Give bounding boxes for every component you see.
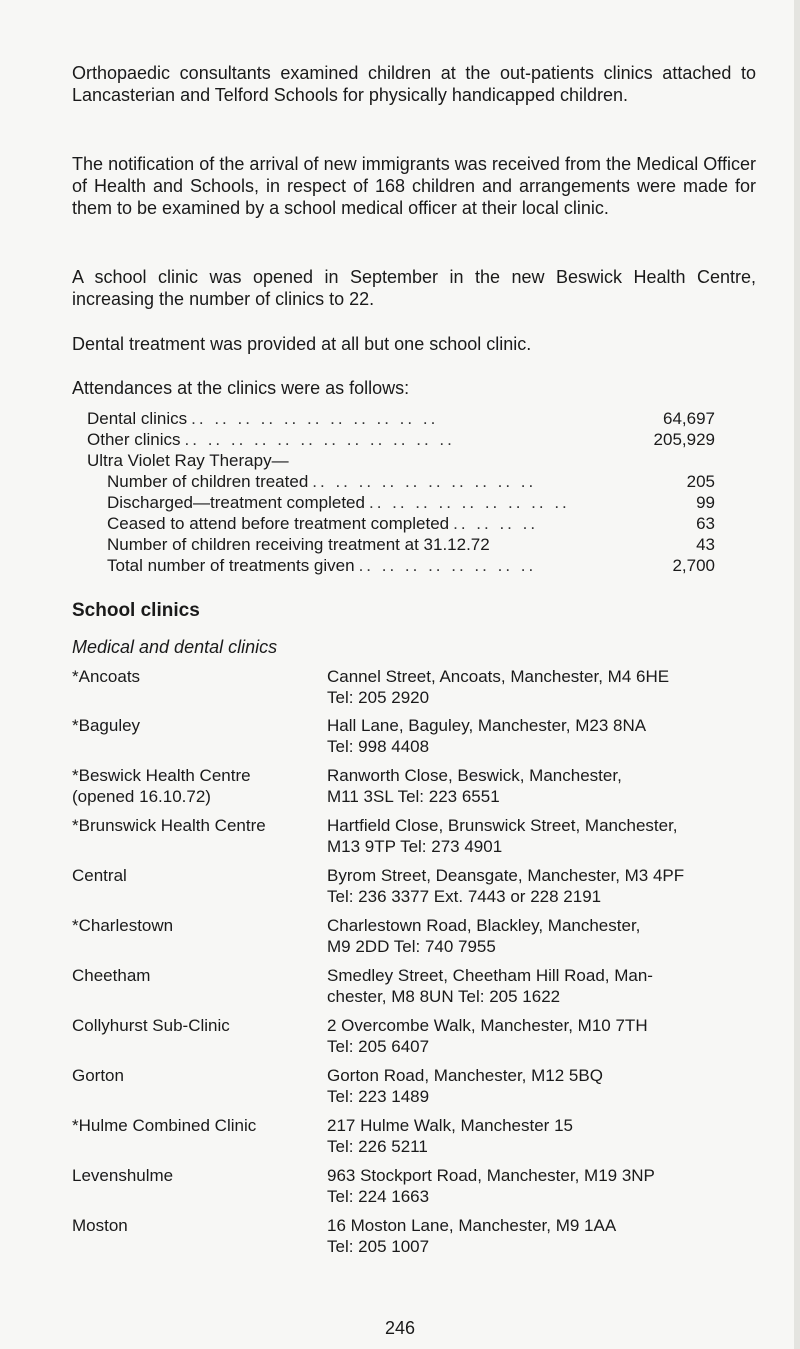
subsection-title: Medical and dental clinics xyxy=(72,637,278,657)
clinic-address: 16 Moston Lane, Manchester, M9 1AA xyxy=(327,1216,617,1235)
clinic-name: Central xyxy=(72,866,127,885)
paragraph-immigrants: The notification of the arrival of new immigrants was received from the Medical Officer of Health and Schools, in respect of 168 children and arrangements were made for them to be examined by a school medical officer at their local clinic. xyxy=(72,154,756,218)
clinic-name: Moston xyxy=(72,1216,128,1235)
clinic-phone: Tel: 205 1007 xyxy=(327,1237,430,1256)
clinic-phone: Tel: 224 1663 xyxy=(327,1187,430,1206)
attendance-row-treated: Number of children treated .. .. .. .. .. .. .. .. .. .. 205 xyxy=(107,472,715,491)
paragraph-attendances-intro: Attendances at the clinics were as follows: xyxy=(72,378,410,398)
attendance-row-receiving: Number of children receiving treatment at 31.12.72 43 xyxy=(107,535,715,554)
clinic-name-note: (opened 16.10.72) xyxy=(72,787,211,806)
clinic-address: Charlestown Road, Blackley, Manchester, xyxy=(327,916,641,935)
paragraph-orthopaedic: Orthopaedic consultants examined children at the out-patients clinics attached to Lancasterian and Telford Schools for physically handicapped children. xyxy=(72,63,756,105)
clinic-phone: chester, M8 8UN Tel: 205 1622 xyxy=(327,987,561,1006)
attendance-row-ceased: Ceased to attend before treatment completed .. .. .. .. 63 xyxy=(107,514,715,533)
clinic-name: *Brunswick Health Centre xyxy=(72,816,266,835)
attendance-row-dental: Dental clinics .. .. .. .. .. .. .. .. .. .. .. 64,697 xyxy=(87,409,715,428)
clinic-phone: Tel: 223 1489 xyxy=(327,1087,430,1106)
clinic-address: Byrom Street, Deansgate, Manchester, M3 4PF xyxy=(327,866,685,885)
attendance-row-total: Total number of treatments given .. .. .. .. .. .. .. .. 2,700 xyxy=(107,556,715,575)
clinic-phone: Tel: 226 5211 xyxy=(327,1137,428,1156)
page-edge xyxy=(794,0,800,1349)
attendance-row-other: Other clinics .. .. .. .. .. .. .. .. .. .. .. .. 205,929 xyxy=(87,430,715,449)
attendance-uv-heading: Ultra Violet Ray Therapy— xyxy=(87,451,289,470)
page-number: 246 xyxy=(384,1318,416,1338)
clinic-phone: Tel: 205 2920 xyxy=(327,688,430,707)
clinic-address: Cannel Street, Ancoats, Manchester, M4 6HE xyxy=(327,667,670,686)
clinic-name: Cheetham xyxy=(72,966,151,985)
clinic-name: Gorton xyxy=(72,1066,124,1085)
clinic-phone: Tel: 205 6407 xyxy=(327,1037,430,1056)
clinic-phone: M9 2DD Tel: 740 7955 xyxy=(327,937,496,956)
clinic-address: Smedley Street, Cheetham Hill Road, Man- xyxy=(327,966,653,985)
clinic-address: 963 Stockport Road, Manchester, M19 3NP xyxy=(327,1166,655,1185)
clinic-address: Ranworth Close, Beswick, Manchester, xyxy=(327,766,622,785)
clinic-name: Levenshulme xyxy=(72,1166,174,1185)
clinic-phone: Tel: 998 4408 xyxy=(327,737,430,756)
clinic-name: *Ancoats xyxy=(72,667,141,686)
clinic-name: Collyhurst Sub-Clinic xyxy=(72,1016,230,1035)
clinic-name: *Hulme Combined Clinic xyxy=(72,1116,257,1135)
attendance-table xyxy=(87,408,715,576)
clinic-address: 217 Hulme Walk, Manchester 15 xyxy=(327,1116,573,1135)
clinic-phone: Tel: 236 3377 Ext. 7443 or 228 2191 xyxy=(327,887,602,906)
clinic-phone: M11 3SL Tel: 223 6551 xyxy=(327,787,500,806)
paragraph-dental: Dental treatment was provided at all but one school clinic. xyxy=(72,334,532,354)
clinic-name: *Beswick Health Centre xyxy=(72,766,251,785)
clinic-phone: M13 9TP Tel: 273 4901 xyxy=(327,837,503,856)
clinic-address: Hall Lane, Baguley, Manchester, M23 8NA xyxy=(327,716,647,735)
clinic-address: 2 Overcombe Walk, Manchester, M10 7TH xyxy=(327,1016,648,1035)
paragraph-beswick: A school clinic was opened in September in the new Beswick Health Centre, increasing the number of clinics to 22. xyxy=(72,267,756,309)
clinic-name: *Charlestown xyxy=(72,916,174,935)
clinic-address: Gorton Road, Manchester, M12 5BQ xyxy=(327,1066,603,1085)
clinic-address: Hartfield Close, Brunswick Street, Manchester, xyxy=(327,816,678,835)
section-title: School clinics xyxy=(72,600,200,621)
attendance-row-discharged: Discharged—treatment completed .. .. .. .. .. .. .. .. .. 99 xyxy=(107,493,715,512)
clinic-name: *Baguley xyxy=(72,716,141,735)
